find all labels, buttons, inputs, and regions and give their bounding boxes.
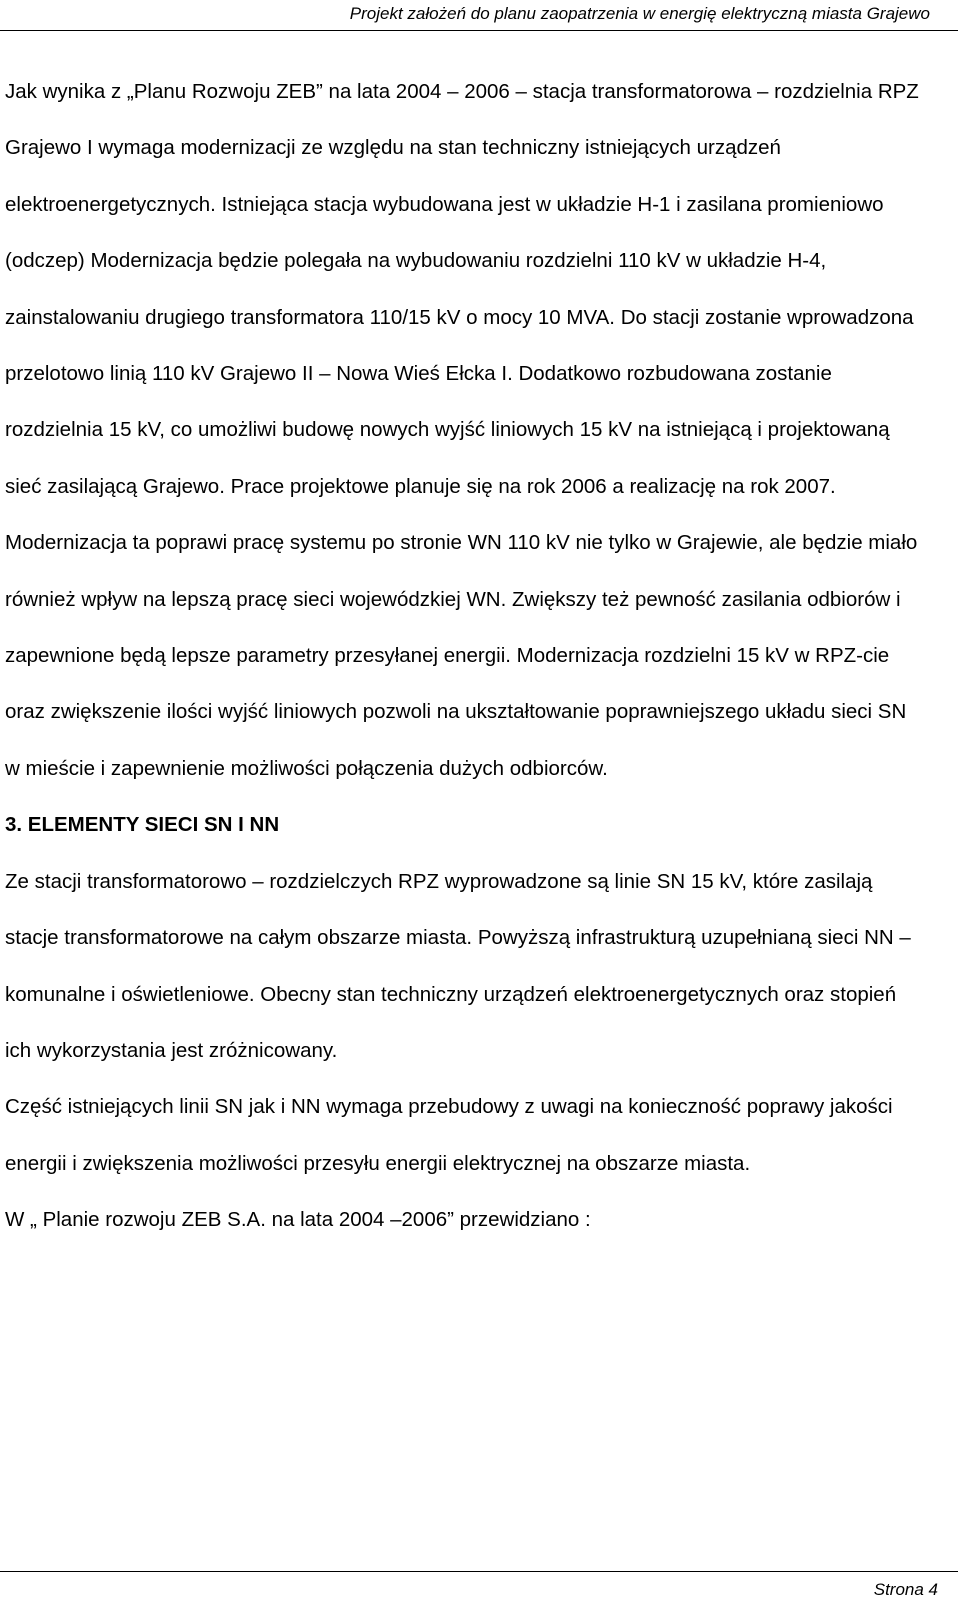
paragraph-sn-lines: Ze stacji transformatorowo – rozdzielczych RPZ wyprowadzone są linie SN 15 kV, które zasilają stacje transformatorowe na całym obszarze miasta. Powyższą infrastrukturą uzupełnianą sieci NN – komunalne i oświetleniowe. Obecny stan techniczny urządzeń elektroenergetycznych oraz stopień ich wykorzystania jest zróżnicowany. (5, 869, 911, 1062)
header-divider (0, 30, 958, 31)
paragraph-rebuild: Część istniejących linii SN jak i NN wymaga przebudowy z uwagi na konieczność poprawy jakości energii i zwiększenia możliwości przesyłu energii elektrycznej na obszarze miasta. (5, 1095, 893, 1175)
paragraph-modernization: Jak wynika z „Planu Rozwoju ZEB” na lata 2004 – 2006 – stacja transformatorowa – rozdzielnia RPZ Grajewo I wymaga modernizacji ze względu na stan techniczny istniejących urządzeń elektroenergetycznych. Istniejąca stacja wybudowana jest w układzie H-1 i zasilana promieniowo (odczep) Modernizacja będzie polegała na wybudowaniu rozdzielni 110 kV w układzie H-4, zainstalowaniu drugiego transformatora 110/15 kV o mocy 10 MVA. Do stacji zostanie wprowadzona przelotowo linią 110 kV Grajewo II – Nowa Wieś Ełcka I. Dodatkowo rozbudowana zostanie rozdzielnia 15 kV, co umożliwi budowę nowych wyjść liniowych 15 kV na istniejącą i projektowaną sieć zasilającą Grajewo. Prace projektowe planuje się na rok 2006 a realizację na rok 2007. Modernizacja ta poprawi pracę systemu po stronie WN 110 kV nie tylko w Grajewie, ale będzie miało również wpływ na lepszą pracę sieci wojewódzkiej WN. Zwiększy też pewność zasilania odbiorów i zapewnione będą lepsze parametry przesyłanej energii. Modernizacja rozdzielni 15 kV w RPZ-cie oraz zwiększenie ilości wyjść liniowych pozwoli na ukształtowanie poprawniejszego układu sieci SN w mieście i zapewnienie możliwości połączenia dużych odbiorców. (5, 80, 919, 780)
document-body (5, 64, 925, 1249)
footer-divider (0, 1571, 958, 1572)
running-header: Projekt założeń do planu zaopatrzenia w energię elektryczną miasta Grajewo (349, 4, 930, 23)
paragraph-plan: W „ Planie rozwoju ZEB S.A. na lata 2004 –2006” przewidziano : (5, 1208, 591, 1232)
section-heading: 3. ELEMENTY SIECI SN I NN (5, 813, 280, 837)
page-number: Strona 4 (873, 1580, 938, 1599)
